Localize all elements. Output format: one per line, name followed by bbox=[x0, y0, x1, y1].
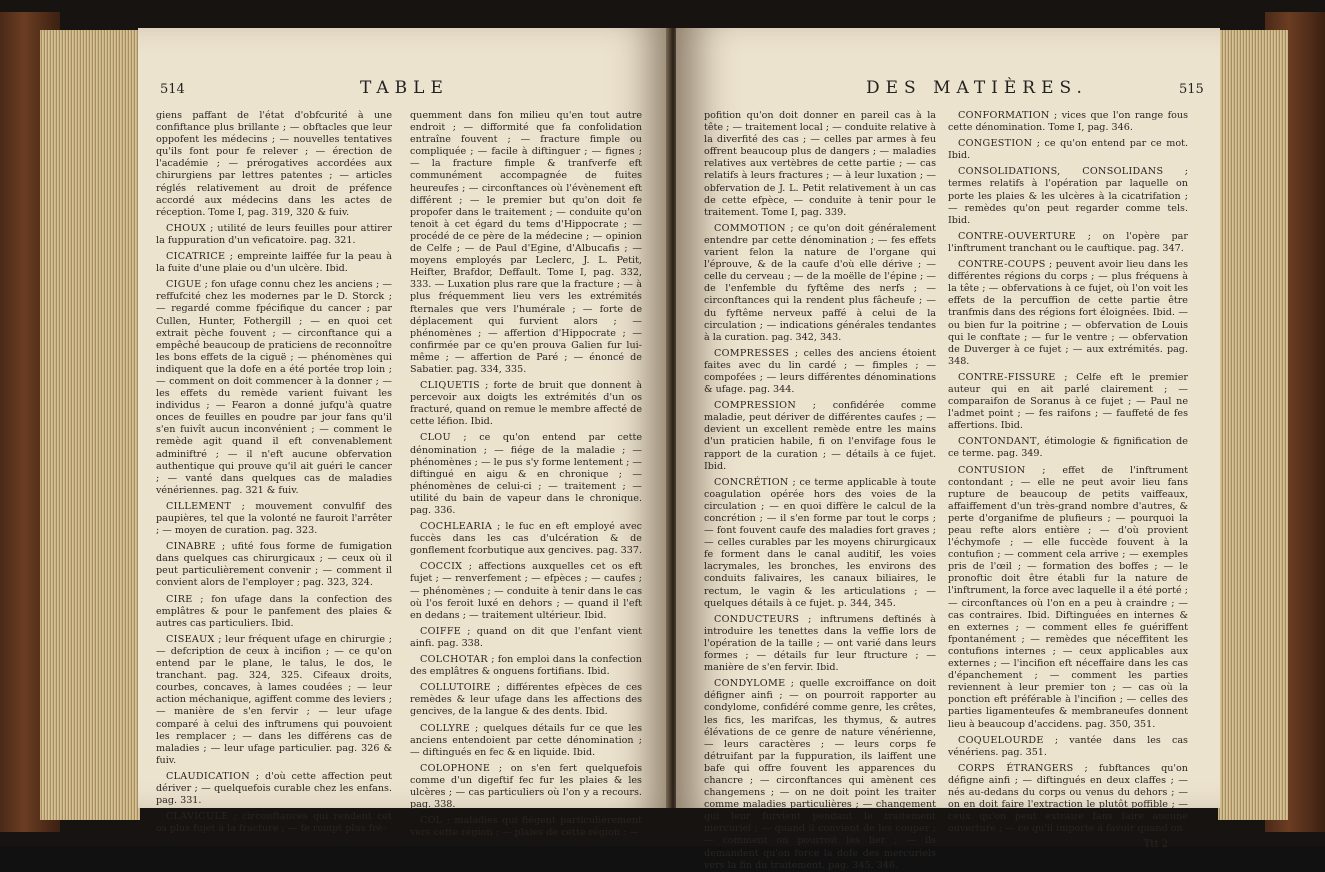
signature-mark: Ttt 2 bbox=[1143, 839, 1168, 851]
page-edges-right bbox=[1218, 30, 1288, 820]
entry-text: ; utilité de leurs feuilles pour attirer la fuppuration d'un veficatoire. pag. 321. bbox=[156, 222, 392, 246]
entry-headword: CINABRE bbox=[166, 541, 216, 553]
entry-text: ; effet de l'inftrument contondant ; — elle ne peut avoir lieu fans rupture de beaucoup de petits vaiffeaux, affaiffement d'un très-grand nombre d'autres, & perte d'organifme de plufieurs ; — pourquoi la peau refte alors entière ; — d'où provient l'échymofe ; — elle fuccède fouvent à la contufion ; — comment cela arrive ; — exemples pris de l'œil ; — formation des boffes ; — le pronoftic doit être établi fur la nature de l'inftrument, la force avec laquelle il a été porté ; — circonftances où l'on en a peu à craindre ; — cas contraires. Ibid. Diftinguées en internes & en externes ; — comment elles fe guériffent fpontanément ; — remèdes que néceffitent les contufions internes ; — ceux applicables aux externes ; — l'incifion eft néceffaire dans les cas d'épanchement ; — comment les parties reviennent à leur premier ton ; — cas où la ponction eft préférable à l'incifion ; — celles des parties ligamenteufes & membraneufes donnent lieu à beaucoup d'accidens. pag. 350, 351. bbox=[948, 464, 1188, 730]
entry-text: ; confidérée comme maladie, peut dériver de différentes caufes ; — devient un excellent remède entre les mains d'un praticien habile, fi on l'envifage fous le rapport de la curation ; — détails à ce fujet. Ibid. bbox=[704, 400, 936, 472]
index-entry bbox=[704, 678, 936, 872]
entry-text: ; fon emploi dans la confection des emplâtres & onguens fortifians. Ibid. bbox=[410, 654, 642, 678]
entry-headword: CICATRICE bbox=[166, 251, 226, 263]
entry-text: ; quelle excroiffance on doit défigner ainfi ; — on pourroit rapporter au condylome, confidéré comme genre, les crêtes, les fics, les marifcas, les thymus, & autres élévations de ce genre de nature vénérienne, — leurs caractères ; — leurs corps fe détruifant par la fuppuration, ils laiffent une bafe qui offre fouvent les apparences du chancre ; — circonftances qui amènent ces changemens ; — on ne doit point les traiter comme maladies particulières ; — changement qui leur furvient pendant le traitement mercuriel ; — quand il convient de les couper ; — comment on pourroit les lier ; — ils demandent qu'on force la dofe des mercuriels vers la fin du traitement. pag. 345, 346. bbox=[704, 678, 936, 871]
entry-text: ; quand on dit que l'enfant vient ainfi. pag. 338. bbox=[410, 625, 642, 649]
entry-headword: CLOU bbox=[420, 432, 451, 444]
entry-headword: COL bbox=[420, 815, 443, 827]
entry-headword: CONTUSION bbox=[958, 464, 1026, 476]
index-entry bbox=[948, 138, 1188, 162]
entry-headword: CHOUX bbox=[166, 222, 206, 234]
entry-text: giens paffant de l'état d'obfcurité à une confiftance plus brillante ; — obftacles que leur oppofent les médecins ; — nouvelles tentatives qu'ils font pour fe relever ; — érection de l'académie ; — prérogatives accordées aux chirurgiens par lettres patentes ; — articles réglés relativement au droit de préfence accordé aux médecins dans les actes de réception. Tome I, pag. 319, 320 & fuiv. bbox=[156, 110, 392, 218]
index-entry bbox=[410, 763, 642, 811]
entry-headword: COLCHOTAR bbox=[420, 654, 488, 666]
index-entry bbox=[410, 561, 642, 621]
entry-text: ; on s'en fert quelquefois comme d'un digeftif fec fur les plaies & les ulcères ; — cas particuliers où l'on y a recours. pag. 338. bbox=[410, 762, 642, 811]
entry-text: ; ce qu'on doit généralement entendre par cette dénomination ; — fes effets varient felon la nature de l'organe qui l'éprouve, & de la caufe d'où elle dérive ; — celle du cerveau ; — de la moëlle de l'épine ; — de l'enfemble du fyftême des nerfs ; — circonftances qui la rendent plus fâcheufe ; — du fyftême nerveux paffé à celui de la circulation ; — indications générales tendantes à la curation. pag. 342, 343. bbox=[704, 222, 936, 343]
entry-text: ; leur fréquent ufage en chirurgie ; — defcription de ceux à incifion ; — ce qu'on entend par le plane, le talus, le dos, le tranchant. pag. 324, 325. Cifeaux droits, courbes, concaves, à lames coudées ; — leur action méchanique, agiffent comme des leviers ; — manière de s'en fervir ; — leur ufage comparé à celui des inftrumens qui pouvoient les remplacer ; — dans les différens cas de maladies ; — leur ufage particulier. pag. 326 & fuiv. bbox=[156, 633, 392, 766]
entry-headword: CISEAUX bbox=[166, 633, 215, 645]
running-head: DES MATIÈRES. bbox=[866, 78, 1088, 98]
index-entry bbox=[156, 110, 392, 219]
index-entry bbox=[156, 771, 392, 807]
index-entry bbox=[156, 501, 392, 537]
entry-headword: COQUELOURDE bbox=[958, 734, 1044, 746]
index-entry bbox=[948, 259, 1188, 368]
entry-text: ; peuvent avoir lieu dans les différentes régions du corps ; — plus fréquens à la tête ; — obfervations à ce fujet, où l'on voit les effets de la percuffion de cette partie être tranfmis dans des régions fort éloignées. Ibid. — ou bien fur la poitrine ; — obfervation de Louis qui le conftate ; — fur le ventre ; — obfervation de Duverger à ce fujet ; — aux extrémités. pag. 348. bbox=[948, 259, 1188, 367]
index-entry bbox=[704, 477, 936, 610]
index-entry bbox=[948, 166, 1188, 226]
index-entry bbox=[410, 110, 642, 376]
entry-text: ; quelques détails fur ce que les anciens entendoient par cette dénomination ; — diftingués en fec & en liquide. Ibid. bbox=[410, 722, 642, 758]
entry-text: ; vantée dans les cas vénériens. pag. 351. bbox=[948, 734, 1188, 758]
index-entry bbox=[948, 735, 1188, 759]
index-entry bbox=[704, 400, 936, 473]
entry-headword: CLIQUETIS bbox=[420, 380, 480, 392]
index-column bbox=[948, 110, 1188, 851]
entry-headword: CORPS ÉTRANGERS bbox=[958, 762, 1074, 774]
entry-text: ; empreinte laiffée fur la peau à la fuite d'une plaie ou d'un ulcère. Ibid. bbox=[156, 251, 392, 275]
index-entry bbox=[410, 626, 642, 650]
index-entry bbox=[410, 723, 642, 759]
entry-headword: CILLEMENT bbox=[166, 500, 232, 512]
page-edges-left bbox=[40, 30, 140, 820]
entry-text: ; mouvement convulfif des paupières, tel que la volonté ne fauroit l'arrêter ; — moyen de curation. pag. 323. bbox=[156, 500, 392, 537]
index-entry bbox=[948, 465, 1188, 731]
page-number: 515 bbox=[1179, 82, 1204, 97]
index-entry bbox=[410, 432, 642, 517]
entry-headword: CONDUCTEURS bbox=[714, 613, 800, 625]
entry-headword: CONCRÉTION bbox=[714, 476, 789, 488]
entry-text: ; forte de bruit que donnent à percevoir aux doigts les extrémités d'un os fracturé, quand on remue le membre affecté de cette léfion. Ibid. bbox=[410, 380, 642, 428]
entry-text: ; circonftances qui rendent cet os plus fujet à la fracture ; — fe rompt plus fré- bbox=[156, 811, 392, 835]
entry-text: ; vices que l'on range fous cette dénomination. Tome I, pag. 346. bbox=[948, 110, 1188, 134]
entry-text: ; fubftances qu'on défigne ainfi ; — diftingués en deux claffes ; — nés au-dedans du corps ou venus du dehors ; — on en doit faire l'extraction le plutôt poffible ; — ceux qu'on peut extraire fans faire aucune ouverture ; — ce qu'il importe à favoir quand on bbox=[948, 762, 1188, 835]
entry-headword: CONFORMATION bbox=[958, 110, 1050, 121]
entry-headword: COMPRESSES bbox=[714, 347, 790, 359]
index-entry bbox=[948, 763, 1188, 836]
entry-text: pofition qu'on doit donner en pareil cas à la tête ; — traitement local ; — conduite relative à la diverfité des cas ; — celles par armes à feu offrent beaucoup plus de dangers ; — maladies relatives aux vertèbres de cette partie ; — cas relatifs à leurs fractures ; — à leur luxation ; — obfervation de J. L. Petit relativement à un cas de cette efpèce, — conduite à tenir pour le traitement. Tome I, pag. 339. bbox=[704, 110, 936, 218]
index-column bbox=[704, 110, 936, 871]
index-entry bbox=[704, 348, 936, 396]
entry-text: ; affections auxquelles cet os eft fujet ; — renverfement ; — efpèces ; — caufes ; — phénomènes ; — conduite à tenir dans le cas où l'os feroit luxé en dehors ; — quand il l'eft en dedans ; — traitement ultérieur. Ibid. bbox=[410, 561, 642, 621]
index-entry bbox=[948, 110, 1188, 134]
entry-headword: CIGUE bbox=[166, 279, 202, 291]
index-entry bbox=[410, 380, 642, 428]
entry-headword: COLOPHONE bbox=[420, 762, 491, 774]
entry-text: ; ce qu'on entend par cette dénomination ; — fiége de la maladie ; — phénomènes ; — le pus s'y forme lentement ; — diftingué en aigu & en chronique ; — phénomènes de celui-ci ; — traitement ; — utilité du bain de vapeur dans le chronique. pag. 336. bbox=[410, 432, 642, 516]
index-entry bbox=[410, 521, 642, 557]
index-entry bbox=[410, 815, 642, 839]
index-entry bbox=[156, 541, 392, 589]
index-column bbox=[156, 110, 392, 835]
entry-text: ; ce terme applicable à toute coagulation opérée hors des voies de la circulation ; — en quoi diffère le calcul de la concrétion ; — il s'en forme par tout le corps ; — font fouvent caufe des maladies fort graves ; — celles curables par les moyens chirurgicaux fe forment dans le canal auditif, les voies lacrymales, les bronches, les environs des conduits falivaires, les canaux biliaires, le rectum, le vagin & les articulations ; — quelques détails à ce fujet. p. 344, 345. bbox=[704, 476, 936, 609]
entry-headword: CONTRE-COUPS bbox=[958, 259, 1046, 271]
entry-headword: COMPRESSION bbox=[714, 400, 797, 412]
entry-headword: COLLUTOIRE bbox=[420, 682, 491, 694]
entry-headword: CONTONDANT bbox=[958, 436, 1037, 448]
index-entry bbox=[948, 231, 1188, 255]
entry-headword: COIFFE bbox=[420, 625, 462, 637]
entry-headword: CONDYLOME bbox=[714, 678, 786, 690]
entry-headword: COCHLEARIA bbox=[420, 521, 493, 533]
entry-text: ; fon ufage connu chez les anciens ; — reffufcité chez les modernes par le D. Storck ; — regardé comme fpécifique du cancer ; par Cullen, Hunter, Fothergill ; — en quoi cet extrait pèche fouvent ; — circonftance qui a empêché beaucoup de praticiens de reconnoître les bons effets de la ciguë ; — phénomènes qui indiquent que la dofe en a été portée trop loin ; — comment on doit commencer à la donner ; — les effets du remède varient fuivant les individus ; — Fearon a donné jufqu'à quatre onces de feuilles en poudre par jour fans qu'il s'en fuivît aucun inconvénient ; — comment le remède agit quand il eft convenablement adminiftré ; — il n'eft aucune obfervation authentique qui prouve qu'il ait guéri le cancer ; — vanté dans quelques cas de maladies vénériennes. pag. 321 & fuiv. bbox=[156, 279, 392, 496]
index-entry bbox=[704, 614, 936, 674]
index-entry bbox=[156, 634, 392, 767]
entry-text: ; celles des anciens étoient faites avec du lin cardé ; — fimples ; — compofées ; — leurs différentes dénominations & ufage. pag. 344. bbox=[704, 347, 936, 396]
index-entry bbox=[156, 279, 392, 497]
index-column bbox=[410, 110, 642, 839]
entry-headword: COMMOTION bbox=[714, 222, 786, 234]
index-entry bbox=[156, 223, 392, 247]
index-entry bbox=[410, 682, 642, 718]
entry-headword: COCCIX bbox=[420, 561, 463, 573]
index-entry bbox=[704, 223, 936, 344]
entry-text: ; ce qu'on entend par ce mot. Ibid. bbox=[948, 138, 1188, 162]
entry-text: quemment dans fon milieu qu'en tout autre endroit ; — difformité que fa confolidation entraîne fouvent ; — fracture fimple ou compliquée ; — facile à diftinguer ; — fignes ; — la fracture fimple & tranfverfe eft communément accompagnée de fuites heureufes ; — circonftances où l'évènement eft différent ; — le premier but qu'on doit fe propofer dans le traitement ; — conduite qu'on tenoit à cet égard du tems d'Hippocrate ; — procédé de ce père de la médecine ; — opinion de Celfe ; — de Paul d'Egine, d'Albucafis ; — moyens employés par Leclerc, J. L. Petit, Heifter, Brafdor, Deffault. Tome I, pag. 332, 333. — Luxation plus rare que la fracture ; — à plus fréquemment lieu vers les extrémités fternales que vers l'humérale ; — forte de déplacement qui furvient alors ; — phénomènes ; — affertion d'Hippocrate ; — confirmée par ce qu'en prouva Galien fur lui-même ; — affertion de Paré ; — énoncé de Sabatier. pag. 334, 335. bbox=[410, 110, 642, 375]
entry-text: , étimologie & fignification de ce terme. pag. 349. bbox=[948, 436, 1188, 460]
entry-text: ; ufité fous forme de fumigation dans quelques cas chirurgicaux ; — ceux où il peut particulièrement convenir ; — comment il convient alors de l'employer ; pag. 323, 324. bbox=[156, 541, 392, 589]
index-entry bbox=[410, 654, 642, 678]
running-head: TABLE bbox=[360, 78, 449, 98]
index-entry bbox=[156, 251, 392, 275]
entry-headword: CONGESTION bbox=[958, 138, 1033, 150]
entry-text: ; inftrumens deftinés à introduire les tenettes dans la veffie lors de l'opération de la taille ; — ont varié dans leurs formes ; — détails fur leur ftructure ; — manière de s'en fervir. Ibid. bbox=[704, 613, 936, 674]
entry-headword: CIRE bbox=[166, 593, 193, 605]
entry-headword: CLAVICULE bbox=[166, 811, 229, 823]
index-entry bbox=[156, 811, 392, 835]
index-entry bbox=[948, 372, 1188, 432]
entry-text: ; termes relatifs à l'opération par laquelle on porte les plaies & les ulcères à la cicatrifation ; — remèdes qu'on peut regarder comme tels. Ibid. bbox=[948, 166, 1188, 226]
entry-text: ; maladies qui fiégent particulièrement vers cette région ; — plaies de cette région ; — bbox=[410, 815, 642, 839]
index-entry bbox=[156, 594, 392, 630]
page-number: 514 bbox=[160, 82, 185, 97]
entry-headword: CLAUDICATION bbox=[166, 770, 250, 782]
entry-headword: CONTRE-FISSURE bbox=[958, 371, 1056, 383]
right-page bbox=[676, 28, 1220, 871]
entry-headword: COLLYRE bbox=[420, 722, 470, 734]
left-page bbox=[138, 28, 671, 839]
entry-text: ; différentes efpèces de ces remèdes & leur ufage dans les affections des gencives, de la langue & des dents. Ibid. bbox=[410, 682, 642, 718]
entry-text: ; Celfe eft le premier auteur qui en ait parlé clairement ; — comparaifon de Soranus à ce fujet ; — Paul ne l'admet point ; — fes raifons ; — fauffeté de fes affertions. Ibid. bbox=[948, 371, 1188, 432]
index-entry bbox=[948, 436, 1188, 460]
entry-text: ; d'où cette affection peut dériver ; — quelquefois curable chez les enfans. pag. 331. bbox=[156, 770, 392, 807]
entry-text: ; fon ufage dans la confection des emplâtres & pour le panfement des plaies & autres cas particuliers. Ibid. bbox=[156, 593, 392, 629]
entry-text: ; on l'opère par l'inftrument tranchant ou le cauftique. pag. 347. bbox=[948, 230, 1188, 254]
entry-headword: CONSOLIDATIONS, CONSOLIDANS bbox=[958, 166, 1164, 178]
entry-headword: CONTRE-OUVERTURE bbox=[958, 230, 1077, 242]
entry-text: ; le fuc en eft employé avec fuccès dans les cas d'ulcération & de gonflement fcorbutique aux gencives. pag. 337. bbox=[410, 521, 642, 557]
index-entry bbox=[704, 110, 936, 219]
